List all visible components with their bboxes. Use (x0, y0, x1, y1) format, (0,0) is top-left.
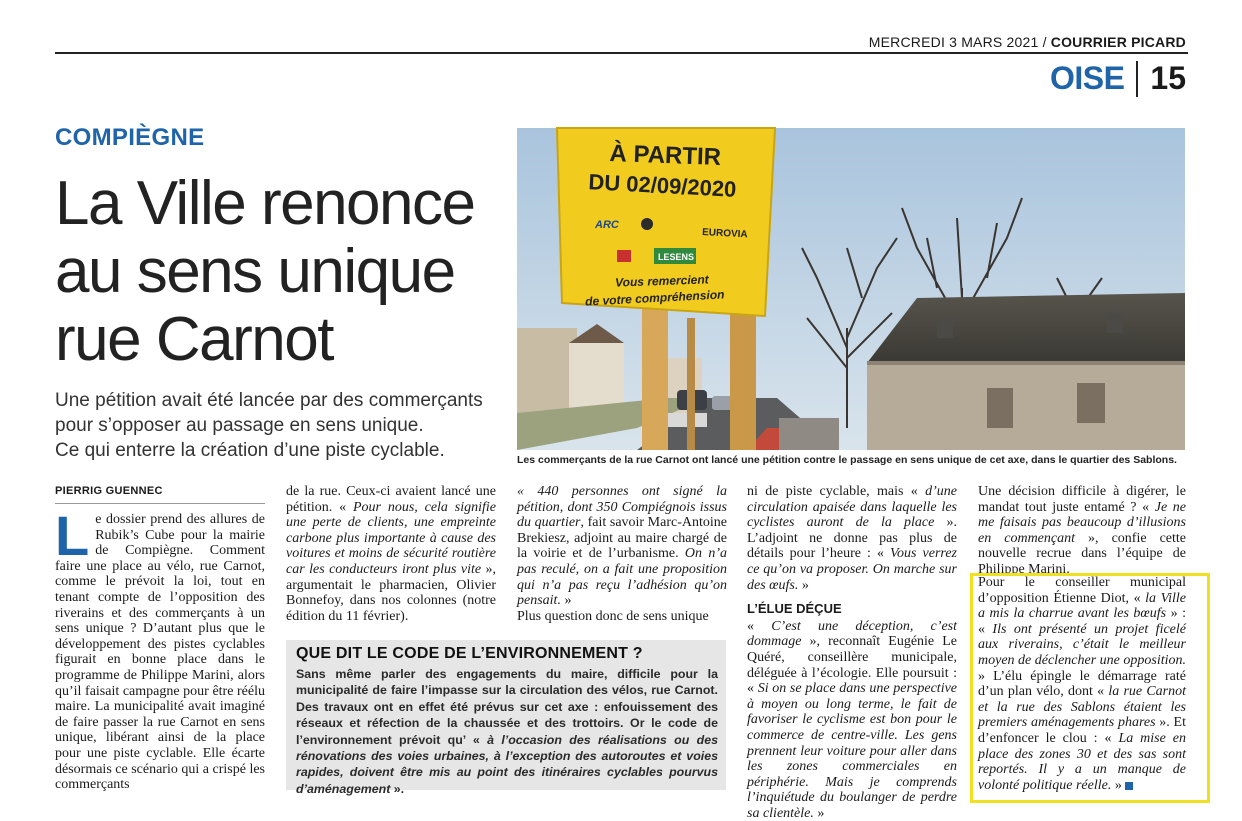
eggs-quote: Vous verrez ce qu’on va proposer. On marche sur des œufs. (747, 546, 957, 593)
column-1-text: e dossier prend des allures de Rubik’s Cube pour la mairie de Compiègne. Comment faire une place au vélo, rue Carnot, comme le prévoit la loi, tout en tenant compte de l’opposition des riverains et des commerçants à un sens unique ? D’autant plus que le développement des pistes cyclables figurait en bonne place dans le programme de Philippe Marini, alors qu’il faisait campagne pour être réélu maire. La municipalité avait imaginé de faire passer la rue Carnot en sens unique, libérant ainsi de la place pour une piste cyclable. Elle écarte désormais ce scénario qui a crispé les commerçants (55, 512, 265, 793)
sign-logo-crest (641, 218, 653, 230)
column-5-text: Une décision difficile à digérer, le mandat tout juste entamé ? « (978, 484, 1186, 515)
project-quote: Ils ont présenté un projet ficelé aux riverains, c’était le meilleur moyen de déclencher une opposition. (978, 621, 1186, 668)
byline: PIERRIG GUENNEC (55, 485, 163, 497)
illusions-quote: Je ne me faisais pas beaucoup d’illusions en commençant (978, 499, 1186, 546)
sign-line-3: Vous remercient (614, 272, 709, 290)
column-3-text: , fait savoir Marc-Antoine Brekiesz, adjoint au maire chargé de la voirie et de l’urbanisme. (517, 515, 727, 562)
sign-logo-arc: ARC (595, 219, 619, 231)
sign-logo-lesens: LESENS (658, 252, 695, 262)
petition-quote: « 440 personnes ont signé la pétition, dont 350 Compiégnois issus du quartier (517, 484, 727, 531)
column-4-quote-end: » (798, 577, 809, 593)
subhead-line-1: Une pétition avait été lancée par des commerçants pour s’opposer au passage en sens unique. (55, 390, 483, 436)
article-subhead (55, 388, 495, 463)
sign-logo-eurovia: EUROVIA (701, 227, 748, 241)
sign-logo-house (617, 250, 631, 262)
end-of-article-mark (1125, 782, 1133, 790)
opposition-text-3: » L’élu épingle le démarrage raté d’un plan vélo, dont « (978, 668, 1186, 700)
streets-quote: la rue Carnot et la rue des Sablons étaient les premiers aménagements phares (978, 684, 1186, 731)
street-sign-photo (517, 128, 1185, 450)
calm-traffic-quote: d’une circulation apaisée dans laquelle les cyclistes auront de la place (747, 484, 957, 531)
deputy-quote: On n’a pas reculé, on a fait une proposition qui n’a pas reçu l’adhésion qu’on pensait. (517, 546, 727, 609)
political-will-quote: La mise en place des zones 30 et des sas sont reportés. Il y a un manque de volonté politique réelle. (978, 730, 1186, 793)
section-name: OISE (1049, 60, 1125, 96)
disappointment-quote: C’est une déception, c’est dommage (747, 618, 957, 650)
box-body-end: ». (390, 781, 405, 796)
column-4-text-3: », reconnaît Eugénie Le Quéré, conseillère municipale, déléguée à l’écologie. Elle poursuit : « (747, 634, 957, 697)
environment-code-box (286, 640, 726, 796)
header-rule (55, 52, 1188, 54)
box-body-text: Sans même parler des engagements du maire, difficile pour la municipalité de faire l’impasse sur la circulation des vélos, rue Carnot. Des travaux ont en effet été prévus sur cet axe : enfouissement des réseaux et réfection de la chaussée et des trottoirs. Or le code de l’environnement prévoit qu’ « (296, 667, 718, 747)
article-column-4 (747, 484, 957, 821)
column-2-text: de la rue. Ceux-ci avaient lancé une pétition. « (286, 484, 496, 515)
article-column-5 (978, 484, 1186, 578)
date-separator: / (1042, 34, 1047, 50)
box-law-quote: à l’occasion des réalisations ou des rénovations des voies urbaines, à l’exception des autoroutes et voies rapides, doivent être mis au point des itinéraires cyclables pourvus d’aménagement (296, 732, 718, 796)
section-subtitle: L’ÉLUE DÉÇUE (747, 601, 842, 617)
rubric-divider (1136, 61, 1138, 97)
article-photo (517, 128, 1185, 450)
page-number: 15 (1150, 60, 1186, 96)
subhead-line-2: Ce qui enterre la création d’une piste cyclable. (55, 440, 445, 461)
opposition-text-2: » : « (978, 606, 1186, 637)
article-kicker: COMPIÈGNE (55, 124, 205, 151)
box-title: QUE DIT LE CODE DE L’ENVIRONNEMENT ? (296, 645, 643, 662)
column-4-open: « (747, 618, 772, 634)
column-4-text-2: ». L’adjoint ne donne pas plus de détails pour l’heure : « (747, 515, 957, 562)
article-column-1 (55, 504, 265, 793)
sign-line-1: À PARTIR (609, 140, 722, 171)
box-body (296, 666, 718, 797)
drop-cap: L (55, 504, 90, 567)
date: MERCREDI 3 MARS 2021 (868, 34, 1039, 50)
column-3-quote-end: » (560, 593, 572, 609)
column-4-end: » (813, 805, 825, 821)
pharmacist-quote: Pour nous, cela signifie une perte de clients, une empreinte carbone plus importante à cause des voitures et moins de sécurité routière car les conducteurs iront plus vite (286, 499, 496, 577)
sign-line-4: de votre compréhension (584, 287, 725, 309)
opposition-text: Pour le conseiller municipal d’opposition Étienne Diot, « (978, 575, 1186, 606)
newspaper-name: COURRIER PICARD (1050, 34, 1186, 50)
dateline (869, 34, 1186, 50)
councillor-quote: Si on se place dans une perspective à moyen ou long terme, le fait de favoriser le cyclisme est bon pour le commerce de centre-ville. Les gens prennent leur voiture pour aller dans les zones commerciales en périphérie. Mais je comprends l’inquiétude du boulanger de perdre sa clientèle. (747, 681, 958, 821)
plough-quote: la Ville a mis la charrue avant les bœufs (978, 590, 1186, 622)
opposition-paragraph (978, 575, 1186, 793)
article-column-3 (517, 484, 727, 624)
opposition-text-4: ». Et d’enfoncer le clou : « (978, 715, 1186, 746)
column-4-text: ni de piste cyclable, mais « (747, 484, 926, 499)
photo-caption: Les commerçants de la rue Carnot ont lancé une pétition contre le passage en sens unique de cet axe, dans le quartier des Sablons. (517, 454, 1177, 466)
opposition-end: » (1111, 777, 1122, 793)
article-column-2 (286, 484, 496, 624)
column-2-text-end: », argumentait le pharmacien, Olivier Bonnefoy, dans nos colonnes (notre édition du 11 février). (286, 561, 496, 624)
sign-line-2: DU 02/09/2020 (587, 169, 737, 202)
section-rubric (1050, 60, 1186, 97)
column-3-continuation: Plus question donc de sens unique (517, 608, 709, 624)
article-headline: La Ville renonce au sens unique rue Carnot (55, 169, 475, 374)
column-5-text-2: », confie cette nouvelle recrue dans l’équipe de Philippe Marini. (978, 530, 1186, 577)
